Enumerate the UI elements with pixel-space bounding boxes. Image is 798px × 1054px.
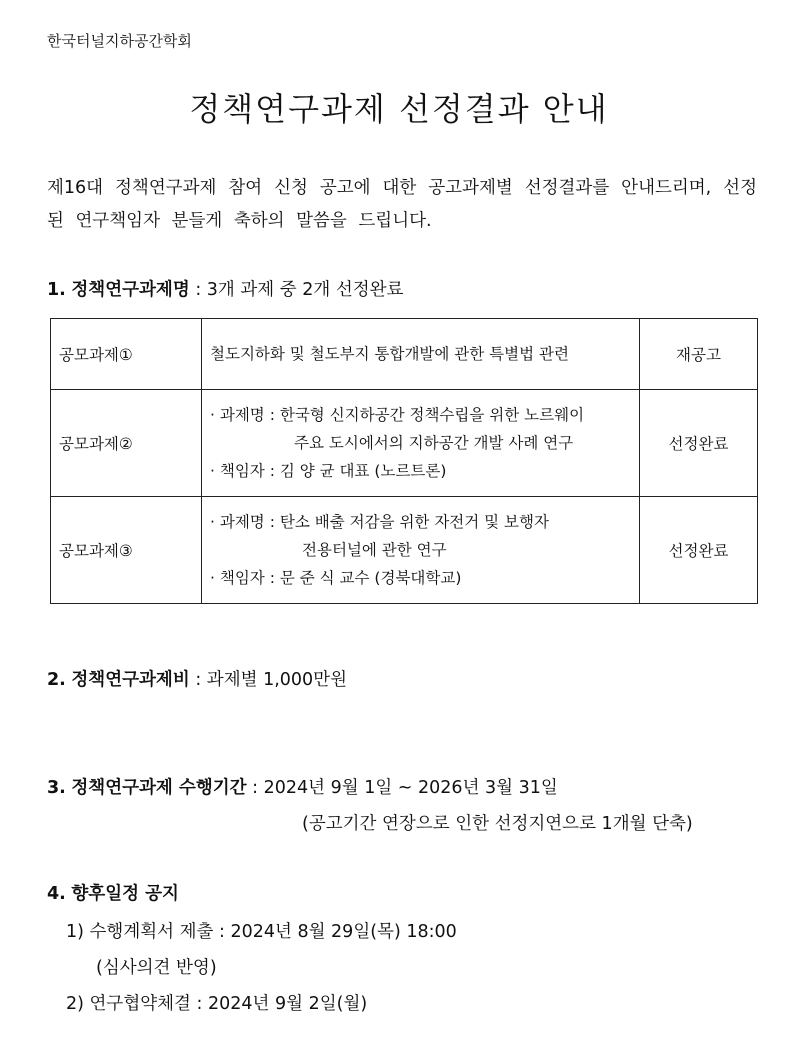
section-4-number: 4. bbox=[47, 884, 66, 904]
project-table bbox=[50, 318, 758, 604]
section-3-title: 정책연구과제 수행기간 bbox=[71, 778, 247, 798]
section-1-number: 1. bbox=[47, 280, 66, 300]
section-4-title: 향후일정 공지 bbox=[71, 884, 179, 904]
schedule-item-1: 1) 수행계획서 제출 : 2024년 8월 29일(목) 18:00 bbox=[66, 922, 457, 942]
project-title-line: · 과제명 : 탄소 배출 저감을 위한 자전거 및 보행자 bbox=[210, 513, 549, 531]
page-title: 정책연구과제 선정결과 안내 bbox=[189, 90, 609, 128]
section-2-number: 2. bbox=[47, 670, 66, 690]
project-detail-text: 철도지하화 및 철도부지 통합개발에 관한 특별법 관련 bbox=[210, 345, 569, 363]
table-row bbox=[51, 497, 758, 604]
project-status: 선정완료 bbox=[640, 497, 758, 604]
section-2-text: : 과제별 1,000만원 bbox=[195, 670, 347, 690]
section-2-title: 정책연구과제비 bbox=[71, 670, 190, 690]
section-3-number: 3. bbox=[47, 778, 66, 798]
intro-paragraph: 제16대 정책연구과제 참여 신청 공고에 대한 공고과제별 선정결과를 안내드리며, 선정된 연구책임자 분들게 축하의 말씀을 드립니다. bbox=[47, 178, 757, 231]
section-4-heading bbox=[47, 880, 179, 905]
schedule-item-2: 2) 연구협약체결 : 2024년 9월 2일(월) bbox=[66, 994, 368, 1014]
project-label: 공모과제② bbox=[51, 390, 202, 497]
section-1-title: 정책연구과제명 bbox=[71, 280, 190, 300]
project-detail bbox=[202, 390, 640, 497]
section-3-text: : 2024년 9월 1일 ~ 2026년 3월 31일 bbox=[252, 778, 558, 798]
project-leader-line: · 책임자 : 김 양 균 대표 (노르트론) bbox=[210, 462, 447, 480]
section-3-heading bbox=[47, 774, 558, 799]
schedule-item-1-note: (심사의견 반영) bbox=[96, 958, 217, 978]
project-title-line-cont: 전용터널에 관한 연구 bbox=[302, 541, 447, 559]
project-status: 재공고 bbox=[640, 319, 758, 390]
project-label: 공모과제① bbox=[51, 319, 202, 390]
project-title-line-cont: 주요 도시에서의 지하공간 개발 사례 연구 bbox=[294, 434, 574, 452]
section-3-note: (공고기간 연장으로 인한 선정지연으로 1개월 단축) bbox=[302, 814, 693, 834]
project-detail bbox=[202, 319, 640, 390]
section-2-heading bbox=[47, 666, 347, 691]
project-leader-line: · 책임자 : 문 준 식 교수 (경북대학교) bbox=[210, 569, 462, 587]
project-detail bbox=[202, 497, 640, 604]
table-row bbox=[51, 319, 758, 390]
organization-name: 한국터널지하공간학회 bbox=[47, 32, 192, 50]
project-title-line: · 과제명 : 한국형 신지하공간 정책수립을 위한 노르웨이 bbox=[210, 406, 585, 424]
section-1-heading bbox=[47, 276, 403, 301]
project-label: 공모과제③ bbox=[51, 497, 202, 604]
table-row bbox=[51, 390, 758, 497]
project-status: 선정완료 bbox=[640, 390, 758, 497]
section-1-text: : 3개 과제 중 2개 선정완료 bbox=[195, 280, 404, 300]
